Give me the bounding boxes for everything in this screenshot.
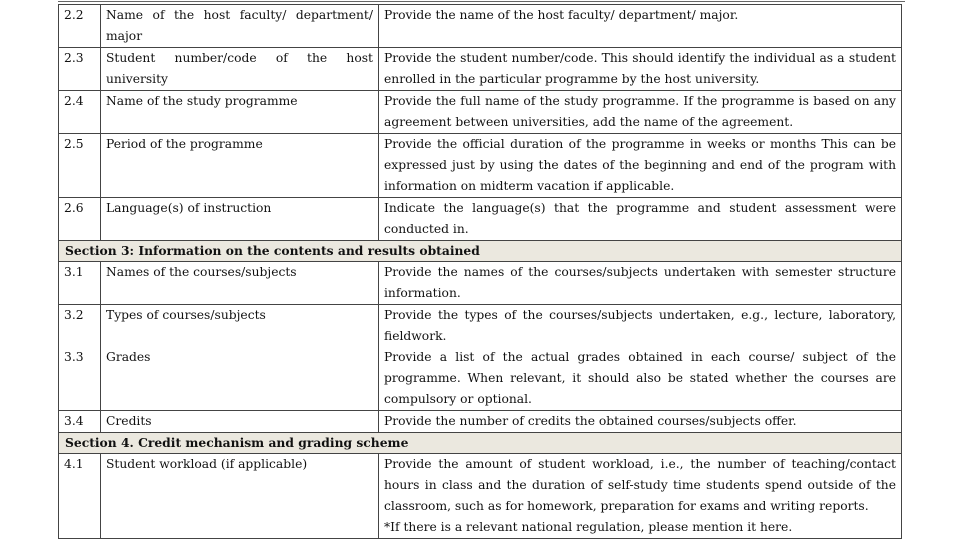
table-row	[59, 347, 902, 411]
item-label: Name of the study programme	[101, 91, 379, 134]
item-description: Provide the full name of the study programme. If the programme is based on any agreement between universities, add the name of the agreement.	[379, 91, 902, 134]
item-description: Provide the official duration of the programme in weeks or months This can be expressed just by using the dates of the beginning and end of the program with information on midterm vacation if applicable.	[379, 134, 902, 198]
row-number: 3.2	[59, 305, 101, 348]
item-label: Types of courses/subjects	[101, 305, 379, 348]
top-border-line	[58, 1, 905, 2]
row-number: 3.4	[59, 411, 101, 433]
row-number: 2.5	[59, 134, 101, 198]
table-row	[59, 134, 902, 198]
item-description: Provide the name of the host faculty/ department/ major.	[379, 5, 902, 48]
section-header	[59, 241, 902, 262]
item-label: Period of the programme	[101, 134, 379, 198]
section-4-title: Section 4. Credit mechanism and grading scheme	[59, 433, 902, 454]
item-description: Provide the number of credits the obtained courses/subjects offer.	[379, 411, 902, 433]
item-label: Grades	[101, 347, 379, 411]
item-label: Name of the host faculty/ department/ major	[101, 5, 379, 48]
row-number: 3.3	[59, 347, 101, 411]
table-row	[59, 262, 902, 305]
item-label: Language(s) of instruction	[101, 198, 379, 241]
section-3-title: Section 3: Information on the contents and results obtained	[59, 241, 902, 262]
workload-note: *If there is a relevant national regulation, please mention it here.	[384, 520, 793, 534]
item-label: Names of the courses/subjects	[101, 262, 379, 305]
item-label: Student number/code of the host university	[101, 48, 379, 91]
table-row	[59, 305, 902, 348]
item-description	[379, 454, 902, 539]
row-number: 2.2	[59, 5, 101, 48]
workload-description: Provide the amount of student workload, i.e., the number of teaching/contact hours in class and the duration of self-study time students spend outside of the classroom, such as for homework, preparation for exams and writing reports.	[384, 457, 896, 513]
item-label: Credits	[101, 411, 379, 433]
row-number: 4.1	[59, 454, 101, 539]
table-row	[59, 48, 902, 91]
table-row	[59, 5, 902, 48]
row-number: 2.6	[59, 198, 101, 241]
item-description: Provide a list of the actual grades obtained in each course/ subject of the programme. When relevant, it should also be stated whether the courses are compulsory or optional.	[379, 347, 902, 411]
table-row	[59, 198, 902, 241]
item-description: Indicate the language(s) that the programme and student assessment were conducted in.	[379, 198, 902, 241]
table-row	[59, 454, 902, 539]
section-header	[59, 433, 902, 454]
item-description: Provide the names of the courses/subjects undertaken with semester structure information.	[379, 262, 902, 305]
item-description: Provide the student number/code. This should identify the individual as a student enrolled in the particular programme by the host university.	[379, 48, 902, 91]
row-number: 3.1	[59, 262, 101, 305]
item-label: Student workload (if applicable)	[101, 454, 379, 539]
table-row	[59, 411, 902, 433]
row-number: 2.3	[59, 48, 101, 91]
specification-table	[58, 4, 902, 539]
row-number: 2.4	[59, 91, 101, 134]
item-description: Provide the types of the courses/subjects undertaken, e.g., lecture, laboratory, fieldwork.	[379, 305, 902, 348]
table-row	[59, 91, 902, 134]
